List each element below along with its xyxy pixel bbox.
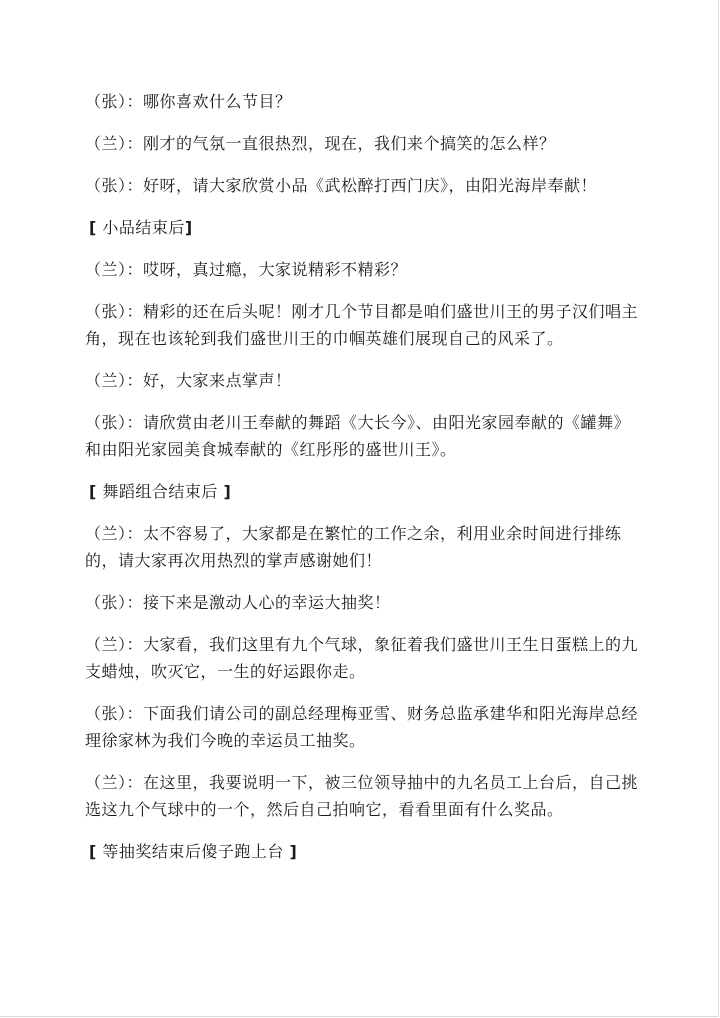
bracket-close: ] [289, 842, 298, 861]
dialogue-line: （张）：哪你喜欢什么节目？ [85, 92, 292, 111]
stage-direction [85, 214, 645, 241]
script-content [85, 88, 645, 880]
stage-direction [85, 838, 645, 865]
bracket-open: [ [89, 482, 97, 501]
dialogue-line: （兰）：哎呀，真过瘾，大家说精彩不精彩？ [85, 260, 408, 279]
stage-direction-text: 等抽奖结束后傻子跑上台 [102, 842, 290, 861]
bracket-open: [ [89, 842, 97, 861]
bracket-close: ] [223, 482, 232, 501]
dialogue-line: （兰）：在这里，我要说明一下，被三位领导抽中的九名员工上台后，自己挑选这九个气球中的一个，然后自己拍响它，看看里面有什么奖品。 [85, 773, 639, 819]
dialogue-line: （张）：下面我们请公司的副总经理梅亚雪、财务总监承建华和阳光海岸总经理徐家林为我们今晚的幸运员工抽奖。 [85, 704, 639, 750]
stage-direction [85, 478, 645, 505]
dialogue-line: （张）：请欣赏由老川王奉献的舞蹈《大长今》、由阳光家园奉献的《罐舞》和由阳光家园美食城奉献的《红彤彤的盛世川王》。 [85, 413, 631, 459]
stage-direction-text: 小品结束后 [102, 218, 185, 237]
dialogue-line: （兰）：刚才的气氛一直很热烈，现在，我们来个搞笑的怎么样？ [85, 134, 556, 153]
dialogue-line: （兰）：大家看，我们这里有九个气球，象征着我们盛世川王生日蛋糕上的九支蜡烛，吹灭它，一生的好运跟你走。 [85, 635, 639, 681]
dialogue-line: （张）：好呀，请大家欣赏小品《武松醉打西门庆》，由阳光海岸奉献！ [85, 176, 598, 195]
dialogue-line: （张）：精彩的还在后头呢！刚才几个节目都是咱们盛世川王的男子汉们唱主角，现在也该轮到我们盛世川王的巾帼英雄们展现自己的风采了。 [85, 302, 639, 348]
dialogue-line: （兰）：好，大家来点掌声！ [85, 371, 292, 390]
stage-direction-text: 舞蹈组合结束后 [102, 482, 224, 501]
dialogue-line: （兰）：太不容易了，大家都是在繁忙的工作之余，利用业余时间进行排练的，请大家再次用热烈的掌声感谢她们！ [85, 524, 622, 570]
bracket-close: ] [184, 218, 193, 237]
dialogue-line: （张）：接下来是激动人心的幸运大抽奖！ [85, 593, 391, 612]
bracket-open: [ [89, 218, 97, 237]
